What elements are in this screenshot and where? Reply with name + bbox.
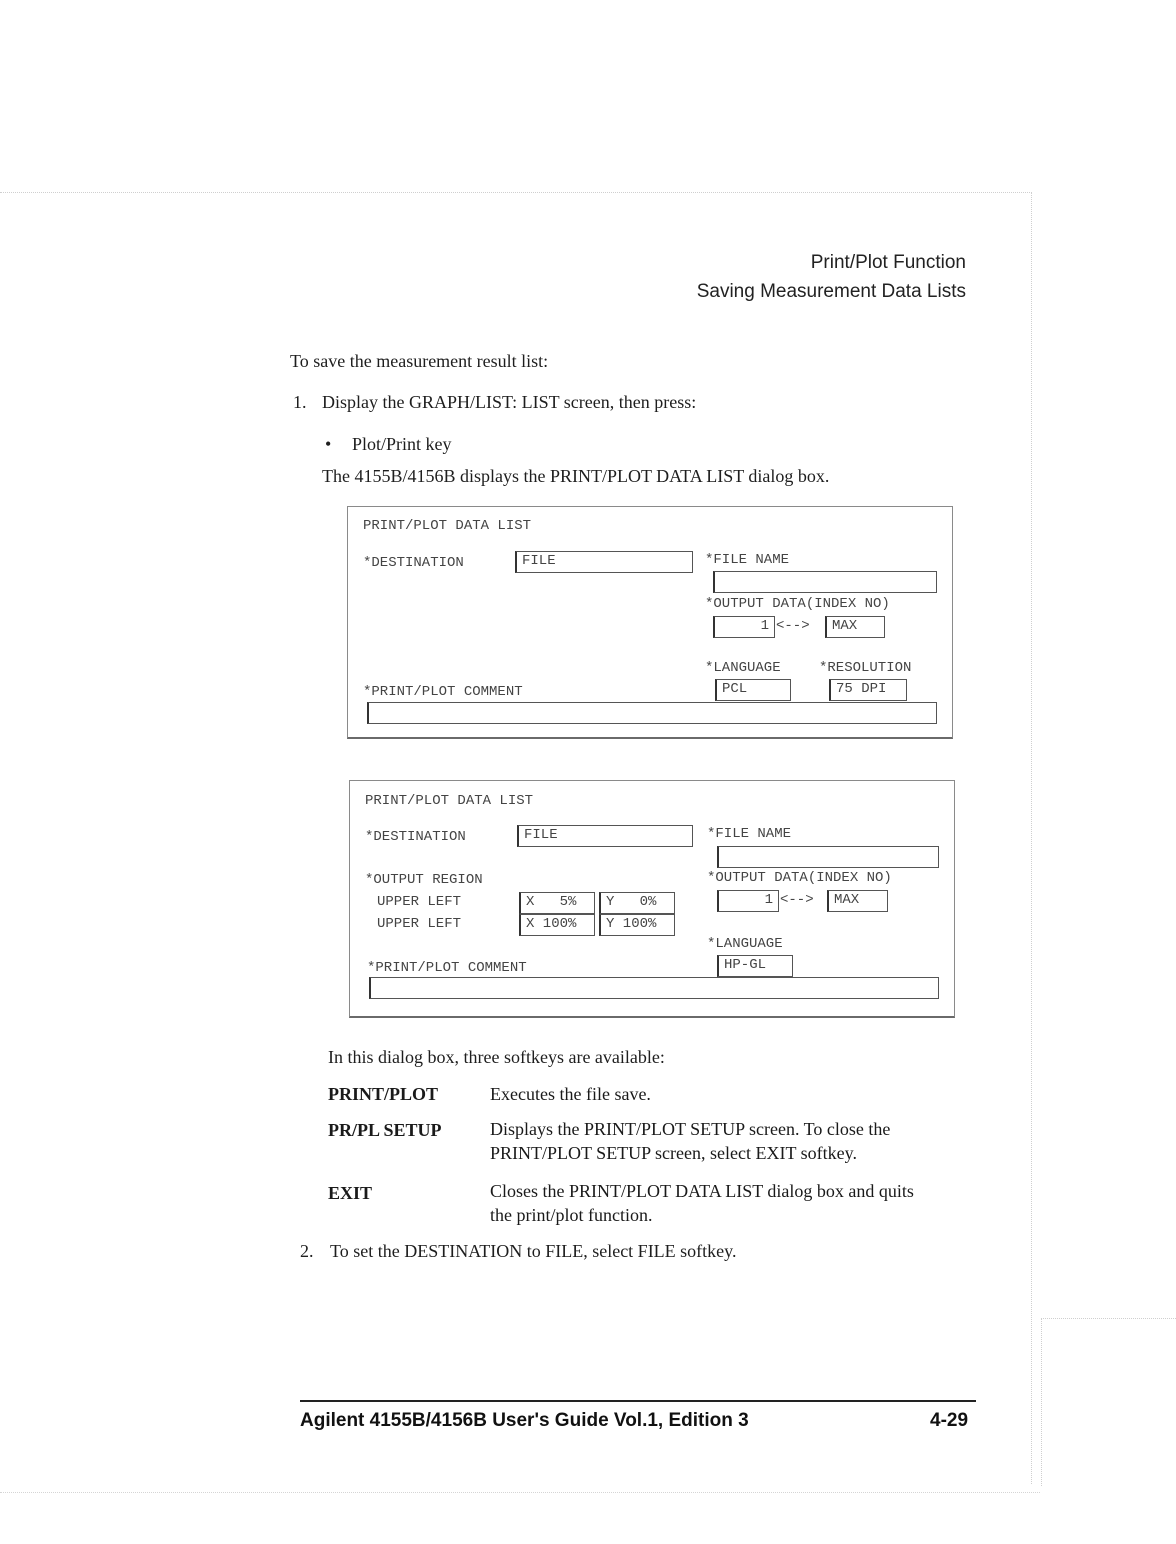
scan-edge-right bbox=[1031, 192, 1032, 1484]
file-name-input[interactable] bbox=[713, 571, 937, 593]
softkey-exit: EXIT bbox=[328, 1183, 373, 1203]
upper-left-label: UPPER LEFT bbox=[377, 894, 462, 910]
desc-line: Closes the PRINT/PLOT DATA LIST dialog box and quits bbox=[490, 1181, 914, 1201]
range-separator: <--> bbox=[780, 892, 814, 908]
resolution-field[interactable]: 75 DPI bbox=[829, 679, 907, 701]
comment-input[interactable] bbox=[367, 702, 937, 724]
softkey-prpl-setup-desc bbox=[490, 1117, 890, 1165]
dialog-title: PRINT/PLOT DATA LIST bbox=[365, 793, 534, 809]
print-plot-data-list-dialog-hpgl bbox=[349, 780, 955, 1018]
destination-field[interactable]: FILE bbox=[517, 825, 693, 847]
index-to-field[interactable]: MAX bbox=[827, 890, 888, 912]
range-separator: <--> bbox=[776, 618, 810, 634]
destination-label: *DESTINATION bbox=[363, 555, 464, 571]
page-number: 4-29 bbox=[930, 1410, 969, 1431]
index-from-field[interactable]: 1 bbox=[713, 616, 775, 638]
desc-line: the print/plot function. bbox=[490, 1205, 653, 1225]
scan-edge-right-lower bbox=[1041, 1318, 1042, 1486]
file-name-label: *FILE NAME bbox=[705, 552, 790, 568]
index-from-field[interactable]: 1 bbox=[717, 890, 779, 912]
index-to-field[interactable]: MAX bbox=[825, 616, 885, 638]
bullet-text: Plot/Print key bbox=[352, 434, 452, 454]
scan-edge-top bbox=[0, 192, 1032, 193]
desc-line: Executes the file save. bbox=[490, 1084, 651, 1104]
language-field[interactable]: HP-GL bbox=[717, 955, 793, 977]
print-plot-data-list-dialog-pcl bbox=[347, 506, 953, 739]
softkey-prpl-setup: PR/PL SETUP bbox=[328, 1120, 442, 1140]
desc-line: Displays the PRINT/PLOT SETUP screen. To close the bbox=[490, 1119, 891, 1139]
output-data-label: *OUTPUT DATA(INDEX NO) bbox=[707, 870, 892, 886]
file-name-input[interactable] bbox=[717, 846, 939, 868]
softkeys-intro: In this dialog box, three softkeys are available: bbox=[328, 1047, 665, 1067]
language-label: *LANGUAGE bbox=[707, 936, 783, 952]
footer-title: Agilent 4155B/4156B User's Guide Vol.1, Edition 3 bbox=[300, 1410, 749, 1431]
lower-right-x-field[interactable]: X 100% bbox=[519, 914, 595, 936]
scan-edge-bottom bbox=[0, 1492, 1040, 1493]
running-header-chapter: Print/Plot Function bbox=[810, 252, 966, 273]
step1-number: 1. bbox=[293, 392, 307, 412]
lower-right-y-field[interactable]: Y 100% bbox=[599, 914, 675, 936]
softkey-exit-desc bbox=[490, 1179, 914, 1227]
bullet-mark: • bbox=[325, 434, 332, 454]
step2-text: To set the DESTINATION to FILE, select FILE softkey. bbox=[330, 1241, 737, 1261]
resolution-label: *RESOLUTION bbox=[819, 660, 912, 676]
step1-text: Display the GRAPH/LIST: LIST screen, then press: bbox=[322, 392, 697, 412]
language-label: *LANGUAGE bbox=[705, 660, 781, 676]
softkey-print-plot: PRINT/PLOT bbox=[328, 1084, 439, 1104]
comment-label: *PRINT/PLOT COMMENT bbox=[363, 684, 523, 700]
desc-line: PRINT/PLOT SETUP screen, select EXIT softkey. bbox=[490, 1143, 857, 1163]
softkey-print-plot-desc bbox=[490, 1082, 651, 1106]
output-data-label: *OUTPUT DATA(INDEX NO) bbox=[705, 596, 890, 612]
destination-label: *DESTINATION bbox=[365, 829, 466, 845]
intro-text: To save the measurement result list: bbox=[290, 351, 549, 371]
step1-result: The 4155B/4156B displays the PRINT/PLOT DATA LIST dialog box. bbox=[322, 466, 830, 486]
language-field[interactable]: PCL bbox=[715, 679, 791, 701]
destination-field[interactable]: FILE bbox=[515, 551, 693, 573]
dialog-title: PRINT/PLOT DATA LIST bbox=[363, 518, 532, 534]
output-region-label: *OUTPUT REGION bbox=[365, 872, 483, 888]
scan-edge-notch bbox=[1041, 1318, 1176, 1319]
running-header-section: Saving Measurement Data Lists bbox=[696, 281, 966, 302]
upper-left-x-field[interactable]: X 5% bbox=[519, 892, 595, 914]
upper-left-y-field[interactable]: Y 0% bbox=[599, 892, 675, 914]
comment-input[interactable] bbox=[369, 977, 939, 999]
file-name-label: *FILE NAME bbox=[707, 826, 792, 842]
footer-rule bbox=[300, 1400, 976, 1402]
upper-left-label-2: UPPER LEFT bbox=[377, 916, 462, 932]
comment-label: *PRINT/PLOT COMMENT bbox=[367, 960, 527, 976]
step2-number: 2. bbox=[300, 1241, 314, 1261]
